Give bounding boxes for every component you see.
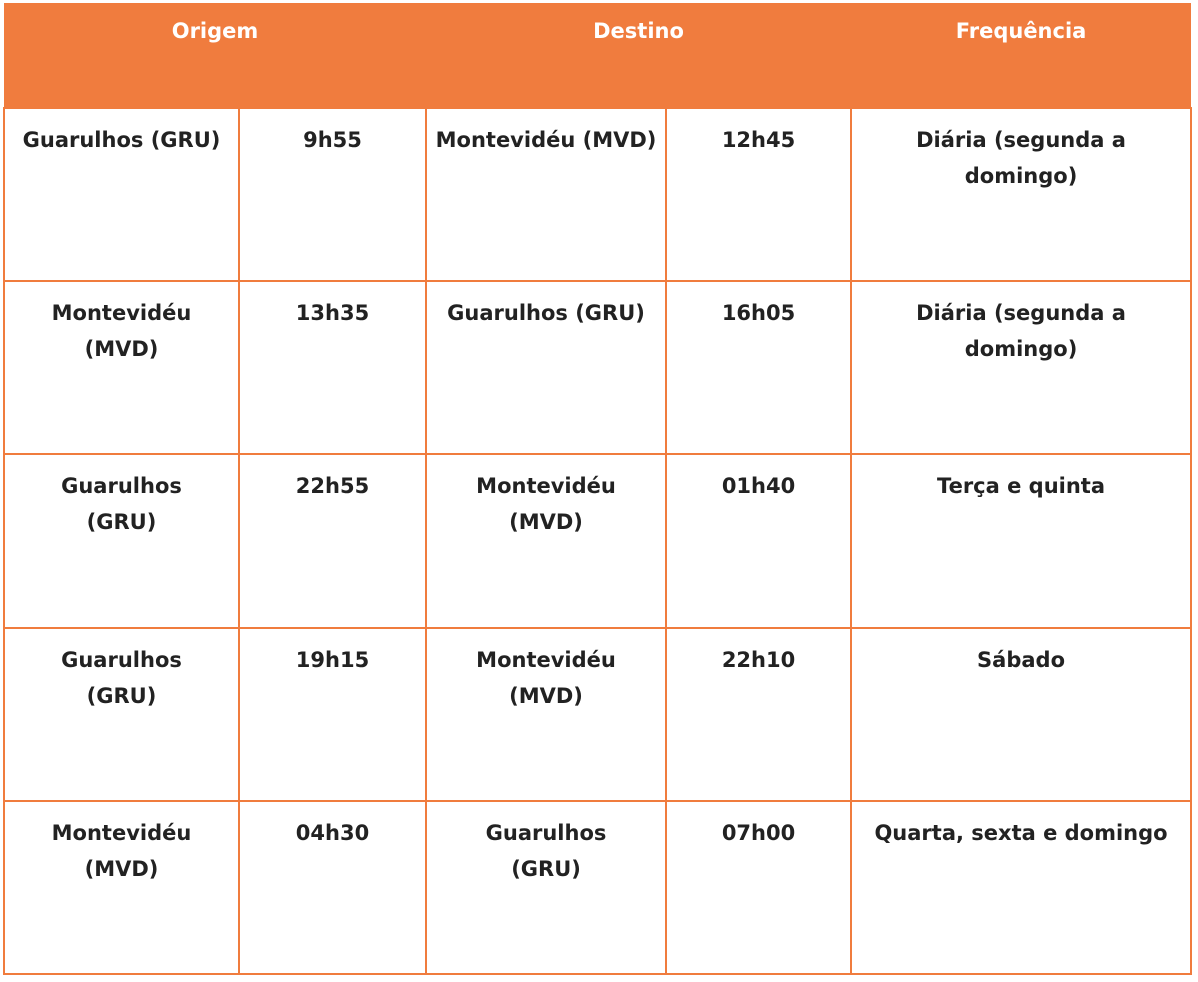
frequency-cell: Sábado	[851, 628, 1191, 801]
destination-airport-cell: Montevidéu (MVD)	[426, 454, 666, 627]
origin-airport-cell: Montevidéu (MVD)	[4, 281, 239, 454]
origin-airport-cell: Guarulhos (GRU)	[4, 628, 239, 801]
origin-airport-cell: Guarulhos (GRU)	[4, 454, 239, 627]
frequency-cell: Terça e quinta	[851, 454, 1191, 627]
header-frequency: Frequência	[851, 3, 1191, 108]
frequency-cell: Quarta, sexta e domingo	[851, 801, 1191, 974]
departure-time-cell: 19h15	[239, 628, 426, 801]
table-row	[4, 628, 1191, 801]
table-row	[4, 801, 1191, 974]
departure-time-cell: 04h30	[239, 801, 426, 974]
destination-airport-cell: Montevidéu (MVD)	[426, 108, 666, 281]
arrival-time-cell: 16h05	[666, 281, 851, 454]
table-row	[4, 108, 1191, 281]
header-origin: Origem	[4, 3, 426, 108]
header-destination: Destino	[426, 3, 851, 108]
arrival-time-cell: 12h45	[666, 108, 851, 281]
destination-airport-cell: Montevidéu (MVD)	[426, 628, 666, 801]
table-row	[4, 281, 1191, 454]
flight-schedule-table	[3, 3, 1192, 975]
frequency-cell: Diária (segunda a domingo)	[851, 281, 1191, 454]
departure-time-cell: 9h55	[239, 108, 426, 281]
origin-airport-cell: Guarulhos (GRU)	[4, 108, 239, 281]
departure-time-cell: 22h55	[239, 454, 426, 627]
departure-time-cell: 13h35	[239, 281, 426, 454]
table-row	[4, 454, 1191, 627]
header-row	[4, 3, 1191, 108]
destination-airport-cell: Guarulhos (GRU)	[426, 801, 666, 974]
destination-airport-cell: Guarulhos (GRU)	[426, 281, 666, 454]
origin-airport-cell: Montevidéu (MVD)	[4, 801, 239, 974]
arrival-time-cell: 22h10	[666, 628, 851, 801]
frequency-cell: Diária (segunda a domingo)	[851, 108, 1191, 281]
arrival-time-cell: 01h40	[666, 454, 851, 627]
arrival-time-cell: 07h00	[666, 801, 851, 974]
